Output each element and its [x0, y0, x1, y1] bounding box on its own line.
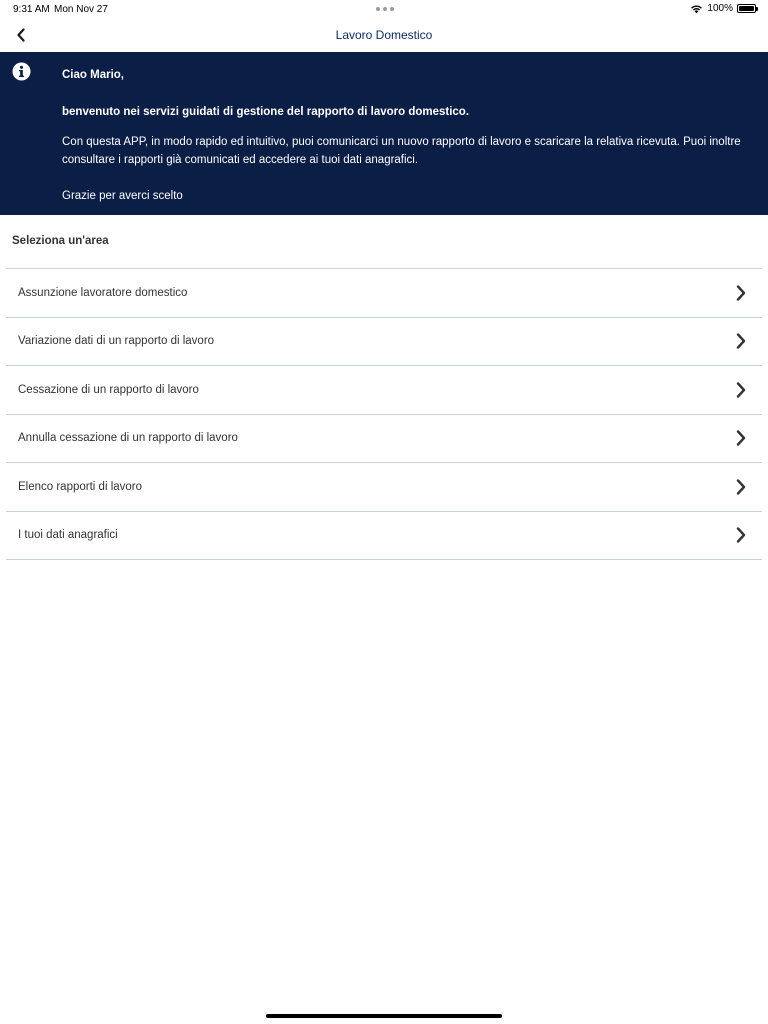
- info-text: [62, 66, 750, 205]
- menu-item-variazione[interactable]: [6, 318, 762, 367]
- menu-item-label: Assunzione lavoratore domestico: [18, 286, 188, 299]
- description-text: Con questa APP, in modo rapido ed intuitivo, puoi comunicarci un nuovo rapporto di lavoro e scaricare la relativa ricevuta. Puoi inoltre consultare i rapporti già comunicati ed accedere ai tuoi dati anagrafici.: [62, 136, 741, 166]
- menu-item-label: Cessazione di un rapporto di lavoro: [18, 383, 199, 396]
- greeting-text: Ciao Mario,: [62, 69, 124, 81]
- status-indicators: [690, 3, 756, 14]
- menu-item-elenco-rapporti[interactable]: [6, 463, 762, 512]
- home-indicator[interactable]: [266, 1014, 502, 1018]
- chevron-right-icon: [734, 284, 748, 302]
- menu-item-label: Variazione dati di un rapporto di lavoro: [18, 335, 215, 348]
- page-title: Lavoro Domestico: [335, 28, 433, 42]
- battery-icon: [737, 4, 756, 13]
- menu-item-label: Annulla cessazione di un rapporto di lavoro: [18, 432, 238, 445]
- chevron-right-icon: [734, 332, 748, 350]
- multitasking-dots-icon[interactable]: [376, 7, 394, 11]
- thanks-text: Grazie per averci scelto: [62, 190, 183, 202]
- info-banner: [0, 52, 768, 215]
- menu-item-label: I tuoi dati anagrafici: [18, 529, 118, 542]
- menu-item-assunzione[interactable]: [6, 269, 762, 318]
- wifi-icon: [690, 4, 703, 14]
- chevron-right-icon: [734, 429, 748, 447]
- menu-item-cessazione[interactable]: [6, 366, 762, 415]
- welcome-text: benvenuto nei servizi guidati di gestione del rapporto di lavoro domestico.: [62, 106, 470, 118]
- status-bar: [0, 0, 768, 18]
- chevron-right-icon: [734, 381, 748, 399]
- section-label: Seleziona un'area: [12, 235, 109, 247]
- battery-percentage: 100%: [707, 3, 733, 14]
- menu-item-dati-anagrafici[interactable]: [6, 512, 762, 561]
- info-icon: [12, 62, 31, 81]
- status-time: 9:31 AM: [13, 4, 50, 15]
- status-date: Mon Nov 27: [54, 4, 108, 15]
- menu-item-annulla-cessazione[interactable]: [6, 415, 762, 464]
- chevron-right-icon: [734, 526, 748, 544]
- chevron-right-icon: [734, 478, 748, 496]
- menu-list: [6, 268, 762, 560]
- menu-item-label: Elenco rapporti di lavoro: [18, 480, 143, 493]
- navigation-bar: [0, 18, 768, 52]
